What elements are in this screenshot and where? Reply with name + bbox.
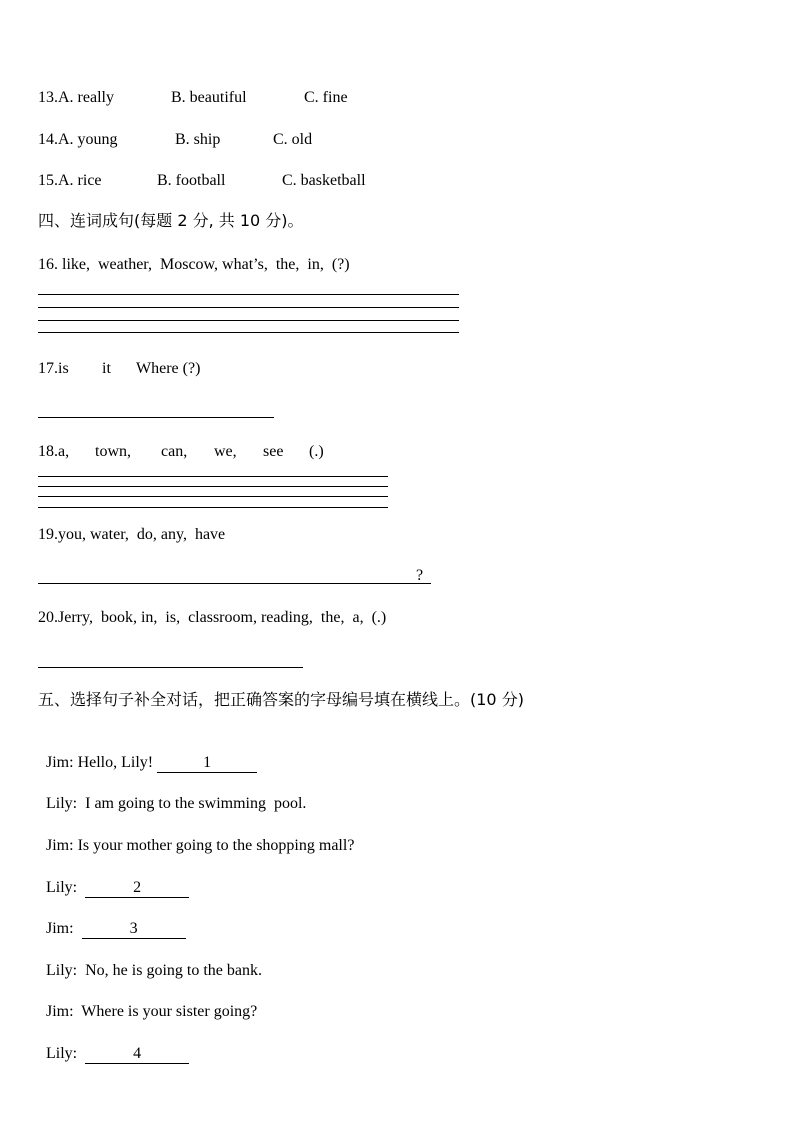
question-16: 16. like, weather, Moscow, what’s, the, in, (?): [38, 256, 350, 273]
q18-number: 18.a,: [38, 443, 70, 460]
answer-line-19[interactable]: [38, 583, 431, 584]
choice-14-a: 14.A. young: [38, 131, 118, 148]
dialogue-line-3: [38, 816, 354, 856]
dialogue-text: Where is your sister going?: [81, 1003, 258, 1020]
section-4-heading: 四、连词成句(每题 2 分, 共 10 分)。: [38, 211, 304, 230]
answer-line-16a[interactable]: [38, 294, 459, 295]
answer-line-16d[interactable]: [38, 332, 459, 333]
answer-line-20[interactable]: [38, 667, 303, 668]
dialogue-line-6: [38, 941, 262, 981]
dialogue-line-4: [38, 858, 189, 898]
answer-line-18b[interactable]: [38, 486, 388, 487]
choice-15-c: C. basketball: [282, 172, 366, 189]
q18-word-6: (.): [309, 443, 324, 460]
answer-line-18c[interactable]: [38, 496, 388, 497]
answer-line-16c[interactable]: [38, 320, 459, 321]
dialogue-text: No, he is going to the bank.: [85, 962, 262, 979]
speaker: Jim:: [46, 1003, 74, 1020]
answer-blank-4[interactable]: 4: [85, 1045, 189, 1064]
choice-15-b: B. football: [157, 172, 226, 189]
q18-word-2: town,: [95, 443, 131, 460]
answer-line-17[interactable]: [38, 417, 274, 418]
speaker: Jim:: [46, 837, 74, 854]
speaker: Lily:: [46, 1045, 78, 1062]
choice-14-b: B. ship: [175, 131, 221, 148]
q19-question-mark: ?: [416, 567, 424, 584]
speaker: Jim:: [46, 754, 74, 771]
q18-word-4: we,: [214, 443, 237, 460]
choice-13-b: B. beautiful: [171, 89, 247, 106]
q18-word-3: can,: [161, 443, 188, 460]
speaker: Jim:: [46, 920, 74, 937]
q17-number: 17.is: [38, 360, 69, 377]
answer-blank-3[interactable]: 3: [82, 920, 186, 939]
dialogue-line-2: [38, 774, 306, 814]
speaker: Lily:: [46, 962, 78, 979]
answer-blank-1[interactable]: 1: [157, 754, 257, 773]
q18-word-5: see: [263, 443, 284, 460]
choice-13-c: C. fine: [304, 89, 348, 106]
choice-15-a: 15.A. rice: [38, 172, 102, 189]
dialogue-line-1: [38, 733, 257, 773]
dialogue-text: I am going to the swimming pool.: [85, 795, 307, 812]
question-19: 19.you, water, do, any, have: [38, 526, 226, 543]
answer-line-18d[interactable]: [38, 507, 388, 508]
answer-line-16b[interactable]: [38, 307, 459, 308]
dialogue-text: Hello, Lily!: [77, 754, 154, 771]
dialogue-line-5: [38, 899, 186, 939]
choice-13-a: 13.A. really: [38, 89, 114, 106]
section-5-heading: 五、选择句子补全对话，把正确答案的字母编号填在横线上。(10 分): [38, 690, 524, 709]
dialogue-text: Is your mother going to the shopping mall?: [77, 837, 355, 854]
dialogue-line-8: [38, 1024, 189, 1064]
dialogue-line-7: [38, 982, 257, 1022]
q17-word-3: Where (?): [136, 360, 201, 377]
speaker: Lily:: [46, 795, 78, 812]
q17-word-2: it: [102, 360, 111, 377]
choice-14-c: C. old: [273, 131, 313, 148]
answer-blank-2[interactable]: 2: [85, 879, 189, 898]
answer-line-18a[interactable]: [38, 476, 388, 477]
question-20: 20.Jerry, book, in, is, classroom, reading, the, a, (.): [38, 609, 387, 626]
speaker: Lily:: [46, 879, 78, 896]
